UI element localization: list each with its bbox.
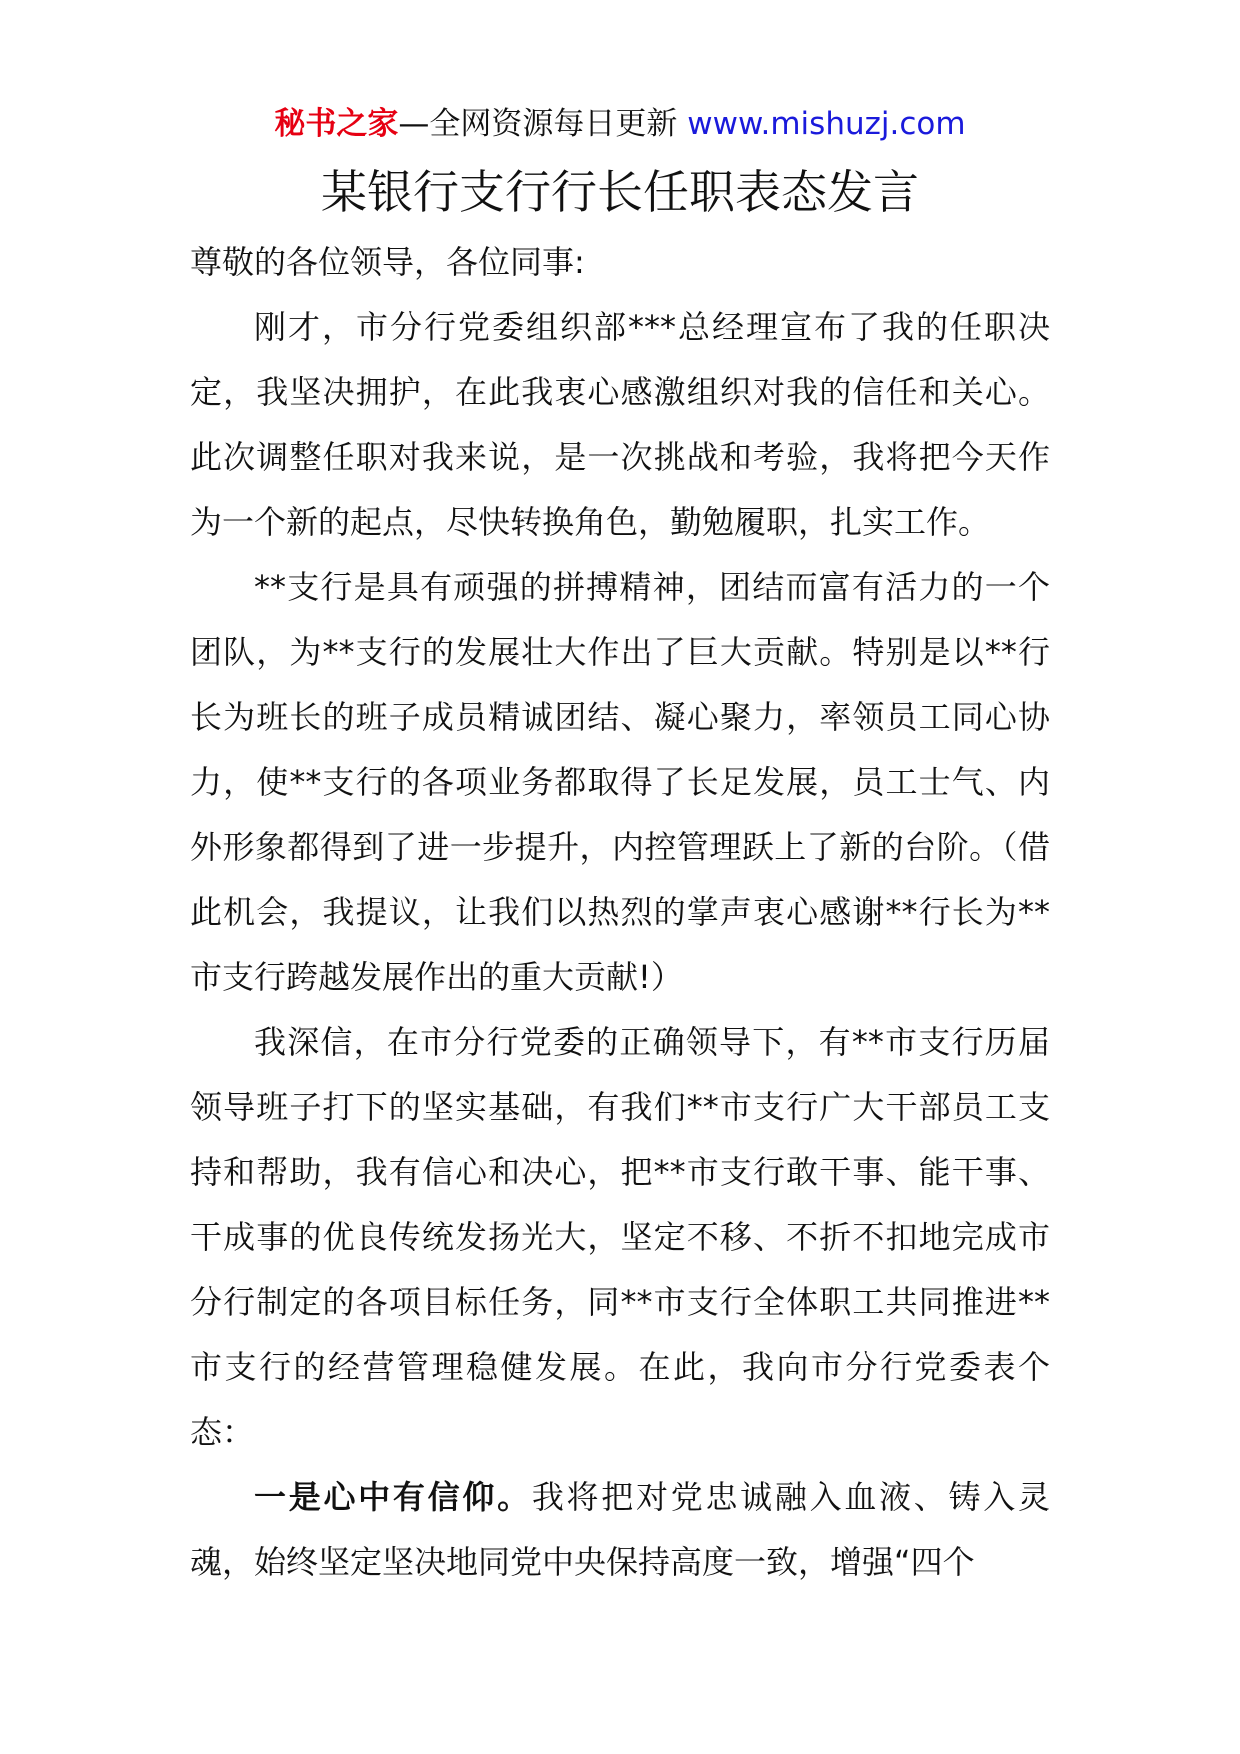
paragraph-3: 我深信，在市分行党委的正确领导下，有**市支行历届领导班子打下的坚实基础，有我们**市支行广大干部员工支持和帮助，我有信心和决心，把**市支行敢干事、能干事、干成事的优良传统发扬光大，坚定不移、不折不扣地完成市分行制定的各项目标任务，同**市支行全体职工共同推进**市支行的经营管理稳健发展。在此，我向市分行党委表个态： (190, 1023, 1050, 1451)
document-body (190, 230, 1050, 1595)
paragraph-2: **支行是具有顽强的拼搏精神，团结而富有活力的一个团队，为**支行的发展壮大作出了巨大贡献。特别是以**行长为班长的班子成员精诚团结、凝心聚力，率领员工同心协力，使**支行的各项业务都取得了长足发展，员工士气、内外形象都得到了进一步提升，内控管理跃上了新的台阶。（借此机会，我提议，让我们以热烈的掌声衷心感谢**行长为**市支行跨越发展作出的重大贡献!） (190, 568, 1050, 996)
point-1-text: 我将把对党忠诚融入血液、铸入灵魂，始终坚定坚决地同党中央保持高度一致，增强“四个 (190, 1478, 1050, 1581)
paragraph-1: 刚才，市分行党委组织部***总经理宣布了我的任职决定，我坚决拥护，在此我衷心感激组织对我的信任和关心。此次调整任职对我来说，是一次挑战和考验，我将把今天作为一个新的起点，尽快转换角色，勤勉履职，扎实工作。 (190, 308, 1050, 541)
header-slogan: —全网资源每日更新 (398, 106, 688, 142)
paragraph-4 (190, 1465, 1050, 1595)
point-1-lead: 一是心中有信仰。 (254, 1478, 532, 1516)
site-header (0, 104, 1240, 144)
site-url-link[interactable]: www.mishuzj.com (687, 106, 966, 142)
brand-name: 秘书之家 (274, 106, 399, 142)
greeting: 尊敬的各位领导，各位同事: (190, 243, 585, 281)
document-title: 某银行支行行长任职表态发言 (321, 165, 919, 219)
